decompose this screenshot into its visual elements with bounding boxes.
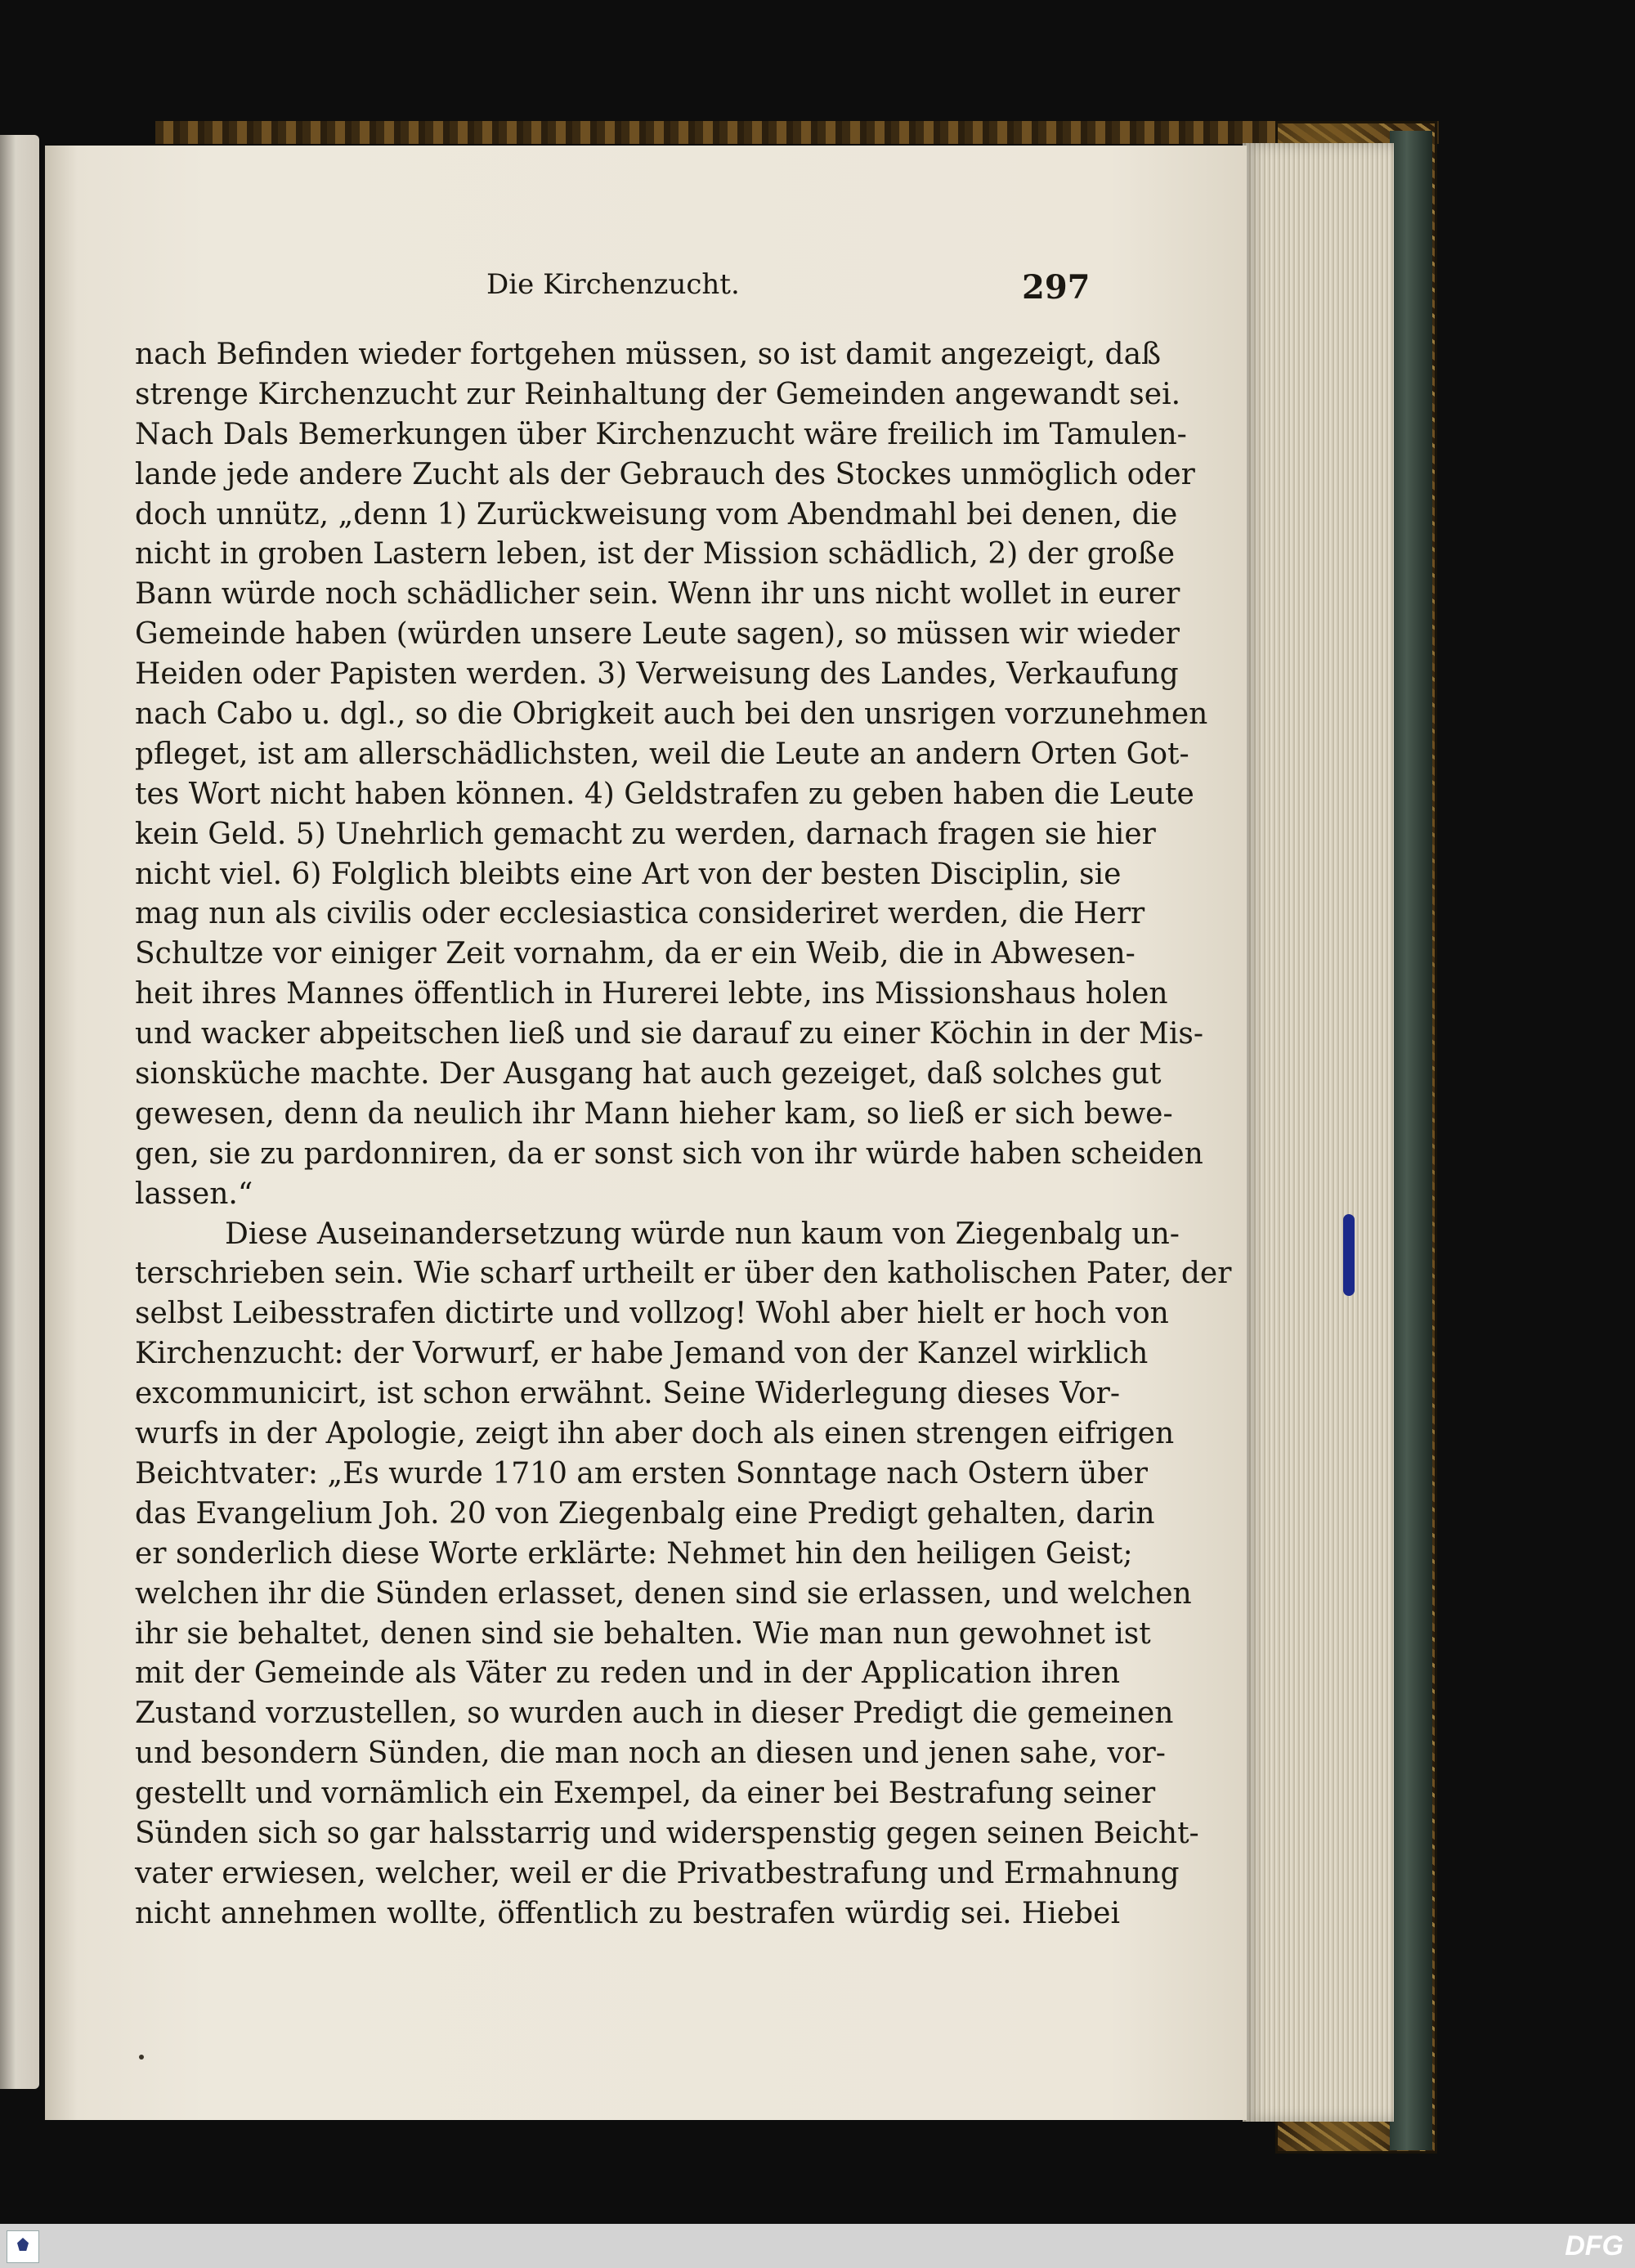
text-line: heit ihres Mannes öffentlich in Hurerei lebte, ins Missionshaus holen (135, 977, 1168, 1011)
running-title: Die Kirchenzucht. (486, 268, 740, 301)
ink-dot (139, 2055, 144, 2060)
text-line: Nach Dals Bemerkungen über Kirchenzucht wäre freilich im Tamulen- (135, 417, 1187, 451)
text-line: nicht in groben Lastern leben, ist der Mission schädlich, 2) der große (135, 537, 1176, 571)
bookmark-ribbon (1343, 1214, 1355, 1296)
text-line: nach Cabo u. dgl., so die Obrigkeit auch bei den unsrigen vorzunehmen (135, 697, 1208, 732)
library-logo-icon[interactable] (7, 2230, 39, 2263)
cover-top-edge (155, 121, 1439, 144)
text-line: gestellt und vornämlich ein Exempel, da einer bei Bestrafung seiner (135, 1777, 1156, 1811)
text-line: und wacker abpeitschen ließ und sie darauf zu einer Köchin in der Mis- (135, 1017, 1204, 1051)
text-line: strenge Kirchenzucht zur Reinhaltung der Gemeinden angewandt sei. (135, 377, 1181, 411)
text-line: terschrieben sein. Wie scharf urtheilt er über den katholischen Pater, der (135, 1257, 1232, 1291)
text-line: gen, sie zu pardonniren, da er sonst sich von ihr würde haben scheiden (135, 1136, 1203, 1171)
text-line: lande jede andere Zucht als der Gebrauch des Stockes unmöglich oder (135, 457, 1195, 491)
text-line: excommunicirt, ist schon erwähnt. Seine Widerlegung dieses Vor- (135, 1377, 1120, 1411)
text-line: doch unnütz, „denn 1) Zurückweisung vom Abendmahl bei denen, die (135, 497, 1178, 531)
text-line: das Evangelium Joh. 20 von Ziegenbalg eine Predigt gehalten, darin (135, 1496, 1155, 1531)
text-line: tes Wort nicht haben können. 4) Geldstrafen zu geben haben die Leute (135, 777, 1194, 811)
text-line: mit der Gemeinde als Väter zu reden und in der Application ihren (135, 1656, 1120, 1691)
text-line: mag nun als civilis oder ecclesiastica consideriret werden, die Herr (135, 897, 1145, 931)
dfg-logo[interactable]: DFG (1565, 2230, 1624, 2261)
text-line: Kirchenzucht: der Vorwurf, er habe Jemand von der Kanzel wirklich (135, 1337, 1149, 1371)
text-line: vater erwiesen, welcher, weil er die Privatbestrafung und Ermahnung (135, 1856, 1180, 1890)
cover-binding (1390, 131, 1432, 2150)
text-line: sionsküche machte. Der Ausgang hat auch gezeiget, daß solches gut (135, 1057, 1162, 1091)
text-line: kein Geld. 5) Unehrlich gemacht zu werden, darnach fragen sie hier (135, 817, 1156, 851)
text-line: Schultze vor einiger Zeit vornahm, da er ein Weib, die in Abwesen- (135, 937, 1136, 971)
text-line: Zustand vorzustellen, so wurden auch in dieser Predigt die gemeinen (135, 1697, 1174, 1731)
text-line: gewesen, denn da neulich ihr Mann hieher kam, so ließ er sich bewe- (135, 1096, 1173, 1131)
left-page-edge (0, 135, 39, 2089)
text-line: lassen.“ (135, 1177, 253, 1211)
text-line: er sonderlich diese Worte erklärte: Nehmet hin den heiligen Geist; (135, 1536, 1133, 1571)
text-line: nach Befinden wieder fortgehen müssen, so ist damit angezeigt, daß (135, 338, 1162, 371)
body-text (135, 335, 1232, 1934)
book-page (45, 146, 1247, 2120)
text-line: nicht annehmen wollte, öffentlich zu bestrafen würdig sei. Hiebei (135, 1896, 1120, 1930)
page-block-edge (1243, 143, 1394, 2122)
text-line: Heiden oder Papisten werden. 3) Verweisung des Landes, Verkaufung (135, 657, 1179, 692)
viewer-footer (0, 2224, 1635, 2268)
text-line: ihr sie behaltet, denen sind sie behalten. Wie man nun gewohnet ist (135, 1616, 1151, 1651)
text-line: wurfs in der Apologie, zeigt ihn aber doch als einen strengen eifrigen (135, 1417, 1175, 1451)
text-line: Gemeinde haben (würden unsere Leute sagen), so müssen wir wieder (135, 617, 1180, 652)
text-line: nicht viel. 6) Folglich bleibts eine Art von der besten Disciplin, sie (135, 857, 1122, 891)
text-line: Diese Auseinandersetzung würde nun kaum von Ziegenbalg un- (225, 1217, 1180, 1251)
text-line: Bann würde noch schädlicher sein. Wenn ihr uns nicht wollet in eurer (135, 577, 1180, 612)
text-line: Beichtvater: „Es wurde 1710 am ersten Sonntage nach Ostern über (135, 1456, 1148, 1490)
text-line: welchen ihr die Sünden erlasset, denen sind sie erlassen, und welchen (135, 1576, 1192, 1611)
text-line: pfleget, ist am allerschädlichsten, weil die Leute an andern Orten Got- (135, 737, 1189, 771)
text-line: Sünden sich so gar halsstarrig und widerspenstig gegen seinen Beicht- (135, 1816, 1199, 1850)
text-line: selbst Leibesstrafen dictirte und vollzog! Wohl aber hielt er hoch von (135, 1297, 1169, 1331)
page-number: 297 (1022, 268, 1091, 307)
text-line: und besondern Sünden, die man noch an diesen und jenen sahe, vor- (135, 1737, 1166, 1771)
